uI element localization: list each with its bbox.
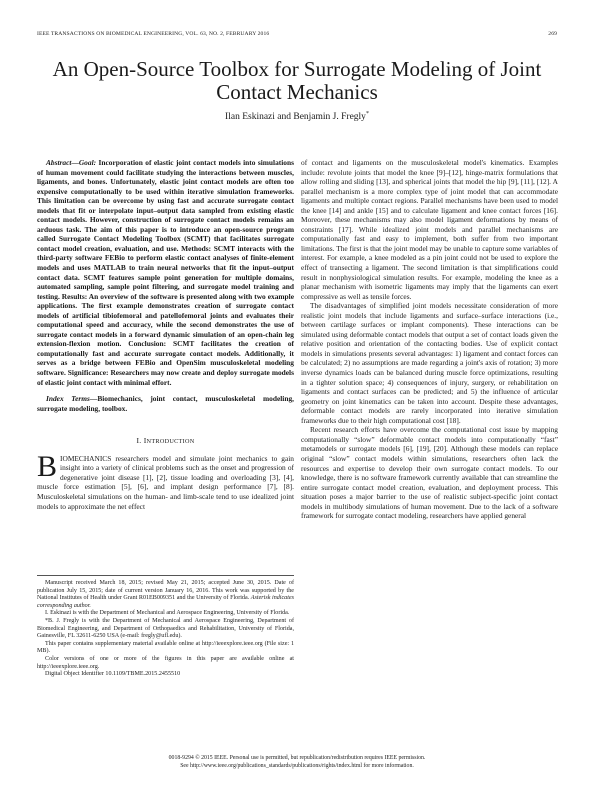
intro-text: researchers model and simulate joint mechanics to gain insight into a variety of clinical problems such as the onset and progression of degenerative joint disease [1], [2], tissue loading and overloading [3], [4], muscle force estimation [5], [6], and implant design performance [7], [8]. Musculoskeletal simulations on the human- and limb-scale tend to use idealized joint models to approximate the net effect bbox=[37, 453, 294, 511]
index-terms-text: —Biomechanics, joint contact, musculoskeletal modeling, surrogate modeling, toolbox. bbox=[37, 394, 295, 413]
footnote-received-text: Manuscript received March 18, 2015; revised May 21, 2015; accepted June 30, 2015. Date of publication July 15, 2015; date of current version January 16, 2016. This work was supported by the National Institutes of Health under Grant R01EB009351 and the University of Florida. bbox=[37, 580, 294, 602]
drop-cap: B bbox=[37, 449, 58, 483]
abstract bbox=[37, 158, 294, 387]
corresponding-author-mark: * bbox=[365, 111, 369, 117]
intro-lead-word: IOMECHANICS bbox=[60, 453, 112, 463]
author-names: Ilan Eskinazi and Benjamin J. Fregly bbox=[225, 112, 366, 123]
footnote-asterisk-note: Asterisk indicates corresponding author. bbox=[37, 595, 294, 609]
intro-paragraph bbox=[37, 449, 294, 511]
footnote-supplementary: This paper contains supplementary material available online at http://ieeexplore.ieee.org (File size: 1 MB). bbox=[37, 640, 294, 655]
abstract-text: Incorporation of elastic joint contact models into simulations of human movement could facilitate studying the interactions between muscles, ligaments, and bones. Unfortunately, elastic joint contact models are often too expensive computationally to be used within iterative simulation frameworks. This limitation can be overcome by using fast and accurate surrogate contact models that fit or interpolate input–output data sampled from existing elastic contact models. However, construction of surrogate contact models remains an arduous task. The aim of this paper is to introduce an open-source program called Surrogate Contact Modeling Toolbox (SCMT) that facilitates surrogate contact model creation, evaluation, and use. Methods: SCMT interacts with the third-party software FEBio to perform elastic contact analyses of finite-element models and uses MATLAB to train neural networks that fit the input–output contact data. SCMT features sample point generation for multiple domains, automated sampling, sample point filtering, and surrogate model training and testing. Results: An overview of the software is presented along with two example applications. The first example demonstrates creation of surrogate contact models of artificial tibiofemoral and patellofemoral joints and evaluates their computational speed and accuracy, while the second demonstrates the use of surrogate contact models in a forward dynamic simulation of an open-chain leg extension-flexion motion. Conclusion: SCMT facilitates the creation of computationally fast and accurate surrogate contact models. Additionally, it serves as a bridge between FEBio and OpenSim musculoskeletal modeling software. Significance: Researchers may now create and deploy surrogate models of elastic joint contact with minimal effort. bbox=[37, 158, 294, 387]
footnote-received bbox=[37, 580, 294, 610]
body-paragraph-3: Recent research efforts have overcome the computational cost issue by mapping computationally “slow” deformable contact models into computationally “fast” metamodels or surrogate models [6], [19], [20]. Although these models can replace original “slow” contact models within simulations, researchers often lack the resources and expertise to develop their own surrogate contact models. To our knowledge, there is no software framework currently available that can streamline the entire surrogate contact model creation, evaluation, and deployment process. This situation poses a major barrier to the use of realistic subject-specific joint contact models in multibody simulations of human movement. Due to the lack of a software framework for surrogate contact modeling, researchers have applied general bbox=[301, 425, 558, 521]
page-number: 269 bbox=[548, 31, 557, 37]
author-line bbox=[30, 111, 564, 122]
running-head bbox=[37, 31, 557, 41]
body-paragraph-2: The disadvantages of simplified joint models necessitate consideration of more realistic joint models that include ligaments and surface–surface interactions (i.e., between cartilage surfaces or implant components). These interactions can be simulated using deformable contact models that output a set of contact loads given the relative position and orientation of the contacting bodies. Use of explicit contact models in simulations presents several advantages: 1) ligament and contact forces can be calculated; 2) no assumptions are made regarding a joint's axis of rotation; 3) more inverse dynamics loads can be balanced during muscle force optimizations, resulting in a tighter solution space; 4) consequences of injury, surgery, or rehabilitation on ligaments and contact surfaces can be predicted; and 5) the influence of articular geometry on joint kinematics can be taken into account. Despite these advantages, deformable contact models are rarely incorporated into iterative simulation frameworks due to their high computational cost [18]. bbox=[301, 301, 558, 425]
paper-title: An Open-Source Toolbox for Surrogate Modeling of Joint Contact Mechanics bbox=[52, 57, 542, 104]
abstract-label: Abstract—Goal: bbox=[46, 158, 97, 167]
section-numeral: I. bbox=[136, 436, 142, 446]
body-paragraph-1: of contact and ligaments on the musculoskeletal model's kinematics. Examples include: revolute joints that model the knee [9]–[12], hinge-matrix formulations that allow rolling and sliding [13], and spherical joints that model the hip [9], [11], [12]. A parallel mechanism is a more complex type of joint model that can accommodate ligaments and multiple contact regions. Parallel mechanisms have been used to model the knee [14] and ankle [15] and to calculate ligament and knee contact forces [16]. Moreover, these mechanisms may also model ligament deformations by means of constraints [17]. While idealized joint models and parallel mechanisms are computationally fast and easy to implement, both suffer from two important limitations. The first is that the joint model may be unable to capture some variables of interest. For example, a knee modeled as a pin joint could not be used to explore the effect of transecting a ligament. The second limitation is that simplifications could result in nonphysiological simulation results. For example, modeling the knee as a planar mechanism with isometric ligaments may imply that the ligaments can exert compressive as well as tensile forces. bbox=[301, 158, 558, 301]
copyright-line-1: 0018-9294 © 2015 IEEE. Personal use is permitted, but republication/redistribution requires IEEE permission. bbox=[168, 755, 426, 761]
footnotes bbox=[37, 575, 294, 679]
footnote-doi: Digital Object Identifier 10.1109/TBME.2015.2455510 bbox=[45, 671, 181, 678]
footnote-eskinazi: I. Eskinazi is with the Department of Mechanical and Aerospace Engineering, University of Florida. bbox=[45, 610, 290, 617]
footnote-color: Color versions of one or more of the figures in this paper are available online at http://ieeexplore.ieee.org. bbox=[37, 655, 294, 670]
section-title-rest: NTRODUCTION bbox=[146, 438, 195, 446]
section-heading bbox=[37, 436, 294, 447]
journal-citation: IEEE TRANSACTIONS ON BIOMEDICAL ENGINEERING, VOL. 63, NO. 2, FEBRUARY 2016 bbox=[37, 31, 270, 37]
footnote-fregly: *B. J. Fregly is with the Department of Mechanical and Aerospace Engineering, Department of Biomedical Engineering, and Department of Orthopaedics and Rehabilitation, University of Florida, Gainesville, FL 32611-6250 USA (e-mail: fregly@ufl.edu). bbox=[37, 617, 294, 640]
right-column bbox=[301, 158, 558, 521]
copyright-notice bbox=[30, 754, 564, 770]
left-column bbox=[37, 158, 294, 511]
section-initial: I bbox=[143, 436, 147, 446]
copyright-line-2: See http://www.ieee.org/publications_standards/publications/rights/index.html for more information. bbox=[180, 763, 414, 770]
index-terms-label: Index Terms bbox=[46, 394, 90, 404]
index-terms bbox=[37, 394, 294, 413]
